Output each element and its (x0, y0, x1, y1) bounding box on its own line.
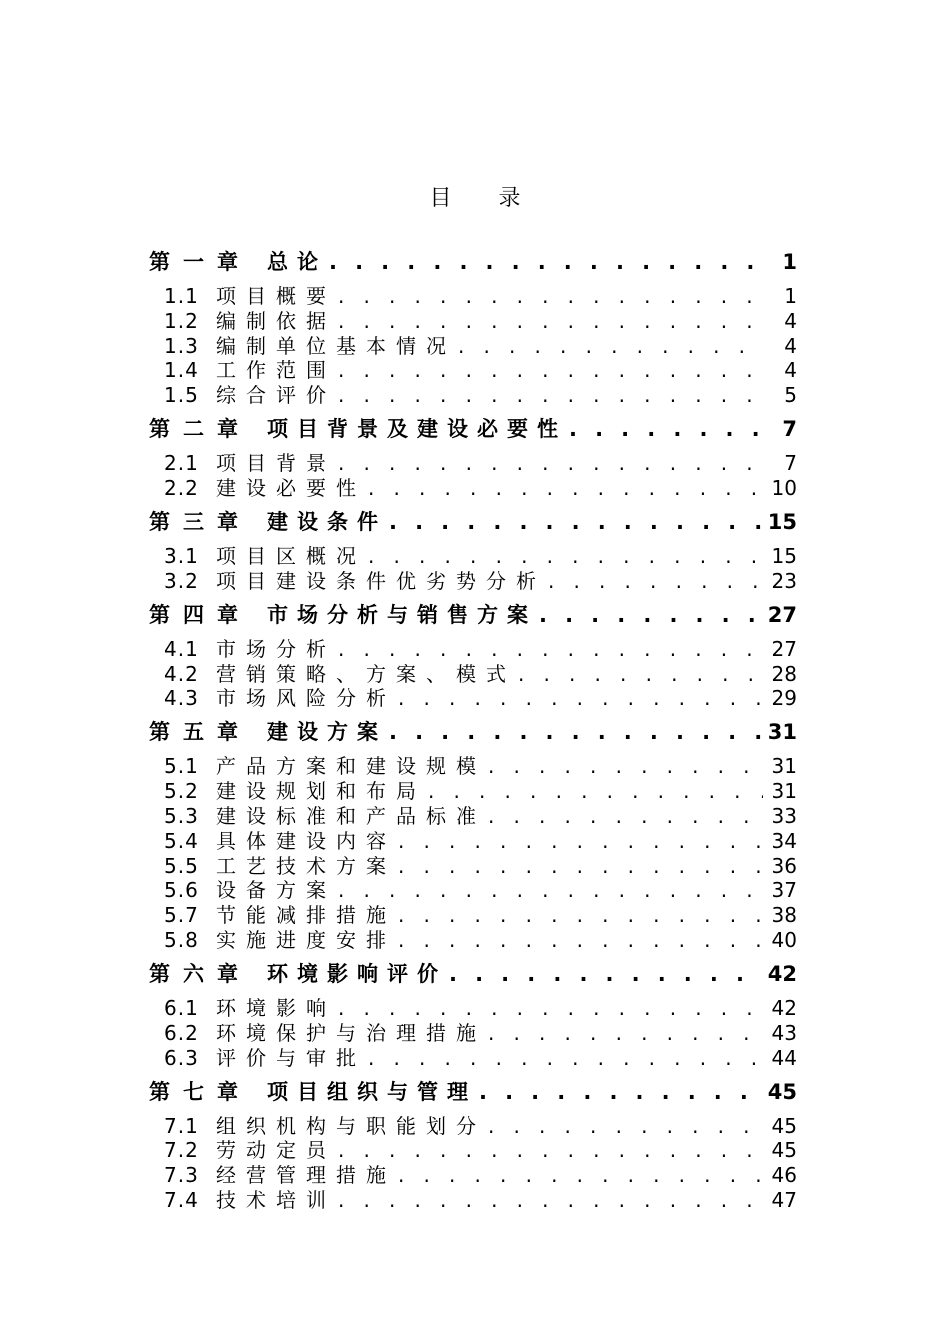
toc-label: 项目背景 (216, 451, 336, 476)
toc-page-number: 4 (784, 358, 797, 383)
toc-label: 编制依据 (216, 308, 336, 333)
toc-page-number: 31 (771, 754, 797, 779)
toc-number: 第六章 (149, 962, 251, 986)
toc-section-row[interactable] (164, 472, 797, 498)
toc-page-number: 10 (771, 476, 797, 500)
toc-label: 具体建设内容 (216, 828, 396, 853)
toc-label: 劳动定员 (216, 1138, 336, 1163)
toc-section-row[interactable] (164, 1184, 797, 1210)
dot-leader (398, 686, 763, 710)
toc-page-number: 36 (771, 853, 797, 878)
toc-page-number: 1 (782, 250, 797, 274)
toc-label: 项目概要 (216, 284, 336, 308)
toc-section-row[interactable] (164, 825, 797, 851)
toc-page-number: 5 (784, 383, 797, 408)
toc-number: 第一章 (149, 250, 251, 274)
dot-leader (569, 417, 763, 441)
toc-section-row[interactable] (164, 992, 797, 1018)
toc-label: 建设方案 (267, 720, 387, 745)
toc-section-row[interactable] (164, 354, 797, 383)
toc-chapter-row[interactable] (149, 506, 797, 534)
toc-page-number: 4 (784, 308, 797, 333)
toc-page-number: 38 (771, 903, 797, 928)
toc-label: 评价与审批 (216, 1045, 366, 1070)
toc-section-row[interactable] (164, 1159, 797, 1188)
toc-number: 3.2 (164, 568, 199, 593)
toc-section-row[interactable] (164, 379, 797, 408)
dot-leader (539, 603, 763, 627)
toc-page-number: 27 (771, 636, 797, 661)
toc-section-row[interactable] (164, 682, 797, 711)
toc-label: 建设标准和产品标准 (216, 804, 486, 828)
dot-leader (548, 569, 763, 593)
toc-chapter-row[interactable] (149, 599, 797, 627)
toc-number: 3.1 (164, 544, 199, 568)
dot-leader (479, 1080, 763, 1104)
toc-number: 5.2 (164, 779, 199, 804)
toc-label: 环境保护与治理措施 (216, 1020, 486, 1045)
toc-label: 工作范围 (216, 358, 336, 383)
toc-label: 综合评价 (216, 383, 336, 408)
toc-number: 6.1 (164, 996, 199, 1020)
toc-label: 环境影响评价 (267, 962, 447, 986)
toc-label: 建设必要性 (216, 476, 366, 500)
toc-number: 第三章 (149, 510, 251, 534)
toc-page-number: 37 (771, 878, 797, 903)
toc-page-number: 42 (771, 996, 797, 1020)
toc-label: 项目建设条件优劣势分析 (216, 568, 546, 593)
toc-number: 1.2 (164, 308, 199, 333)
toc-page-number: 4 (784, 333, 797, 358)
toc-page-number: 27 (767, 602, 797, 627)
toc-number: 1.3 (164, 333, 199, 358)
toc-number: 7.3 (164, 1163, 199, 1188)
toc-number: 2.2 (164, 476, 199, 500)
toc-page-number: 47 (771, 1188, 797, 1212)
toc-section-row[interactable] (164, 540, 797, 566)
toc-number: 5.4 (164, 828, 199, 853)
toc-label: 组织机构与职能划分 (216, 1113, 486, 1138)
toc-section-row[interactable] (164, 280, 797, 306)
toc-page-number: 15 (767, 510, 797, 534)
toc-label: 市场风险分析 (216, 686, 396, 711)
dot-leader (398, 928, 763, 952)
page-title: 目 录 (429, 186, 541, 211)
toc-section-row[interactable] (164, 899, 797, 928)
toc-number: 6.3 (164, 1045, 199, 1070)
toc-page-number: 7 (784, 451, 797, 476)
toc-page-number: 15 (771, 544, 797, 568)
toc-section-row[interactable] (164, 447, 797, 476)
toc-number: 4.3 (164, 686, 199, 711)
dot-leader (368, 476, 763, 500)
toc-label: 项目区概况 (216, 544, 366, 568)
toc-label: 编制单位基本情况 (216, 333, 456, 358)
toc-label: 建设条件 (267, 510, 387, 534)
toc-page-number: 1 (784, 284, 797, 308)
toc-page-number: 28 (771, 661, 797, 686)
toc-section-row[interactable] (164, 565, 797, 591)
toc-number: 5.6 (164, 878, 199, 903)
toc-number: 5.3 (164, 804, 199, 828)
dot-leader (389, 720, 763, 744)
toc-page-number: 31 (767, 720, 797, 745)
toc-number: 第二章 (149, 417, 251, 442)
toc-page-number: 33 (771, 804, 797, 828)
toc-label: 设备方案 (216, 878, 336, 903)
dot-leader (338, 1188, 763, 1212)
toc-number: 1.5 (164, 383, 199, 408)
toc-section-row[interactable] (164, 1134, 797, 1163)
toc-page-number: 45 (771, 1138, 797, 1163)
dot-leader (449, 962, 763, 986)
toc-label: 节能减排措施 (216, 903, 396, 928)
toc-label: 工艺技术方案 (216, 853, 396, 878)
toc-label: 技术培训 (216, 1188, 336, 1212)
toc-page-number: 23 (771, 568, 797, 593)
toc-label: 总论 (267, 250, 327, 274)
toc-section-row[interactable] (164, 750, 797, 779)
toc-chapter-row[interactable] (149, 1076, 797, 1104)
toc-label: 市场分析与销售方案 (267, 602, 537, 627)
toc-label: 实施进度安排 (216, 928, 396, 952)
toc-number: 7.4 (164, 1188, 199, 1212)
toc-label: 项目组织与管理 (267, 1079, 477, 1104)
toc-section-row[interactable] (164, 633, 797, 659)
toc-number: 5.5 (164, 853, 199, 878)
toc-number: 第四章 (149, 602, 251, 627)
toc-number: 5.8 (164, 928, 199, 952)
toc-section-row[interactable] (164, 874, 797, 903)
toc-number: 5.1 (164, 754, 199, 779)
dot-leader (338, 383, 763, 407)
toc-label: 环境影响 (216, 996, 336, 1020)
toc-section-row[interactable] (164, 850, 797, 876)
toc-page-number: 31 (771, 779, 797, 804)
toc-number: 7.2 (164, 1138, 199, 1163)
toc-page-number: 46 (771, 1163, 797, 1188)
toc-label: 建设规划和布局 (216, 779, 426, 804)
toc-page-number: 43 (771, 1020, 797, 1045)
toc-number: 1.4 (164, 358, 199, 383)
toc-page-number: 42 (767, 962, 797, 986)
toc-page-number: 40 (771, 928, 797, 952)
toc-number: 7.1 (164, 1113, 199, 1138)
toc-label: 市场分析 (216, 636, 336, 661)
toc-page-number: 45 (771, 1113, 797, 1138)
toc-label: 项目背景及建设必要性 (267, 417, 567, 442)
toc-page-number: 7 (782, 417, 797, 442)
toc-chapter-row[interactable] (149, 716, 797, 744)
toc-page-number: 44 (771, 1045, 797, 1070)
toc-section-row[interactable] (164, 775, 797, 804)
toc-label: 产品方案和建设规模 (216, 754, 486, 779)
toc-section-row[interactable] (164, 1110, 797, 1136)
toc-number: 2.1 (164, 451, 199, 476)
toc-chapter-row[interactable] (149, 958, 797, 986)
toc-page-number: 34 (771, 828, 797, 853)
toc-section-row[interactable] (164, 305, 797, 331)
dot-leader (389, 510, 763, 534)
toc-section-row[interactable] (164, 658, 797, 684)
toc-label: 营销策略、方案、模式 (216, 661, 516, 686)
toc-section-row[interactable] (164, 1017, 797, 1043)
toc-page-number: 45 (767, 1079, 797, 1104)
toc-section-row[interactable] (164, 800, 797, 826)
toc-label: 经营管理措施 (216, 1163, 396, 1188)
toc-number: 第五章 (149, 720, 251, 745)
toc-number: 4.1 (164, 636, 199, 661)
toc-number: 1.1 (164, 284, 199, 308)
toc-number: 第七章 (149, 1079, 251, 1104)
toc-number: 4.2 (164, 661, 199, 686)
toc-chapter-row[interactable] (149, 246, 797, 274)
toc-number: 6.2 (164, 1020, 199, 1045)
toc-page-number: 29 (771, 686, 797, 711)
toc-number: 5.7 (164, 903, 199, 928)
toc-chapter-row[interactable] (149, 413, 797, 441)
toc-section-row[interactable] (164, 1042, 797, 1068)
toc-section-row[interactable] (164, 924, 797, 950)
dot-leader (329, 250, 763, 274)
dot-leader (368, 1046, 763, 1070)
toc-section-row[interactable] (164, 330, 797, 356)
